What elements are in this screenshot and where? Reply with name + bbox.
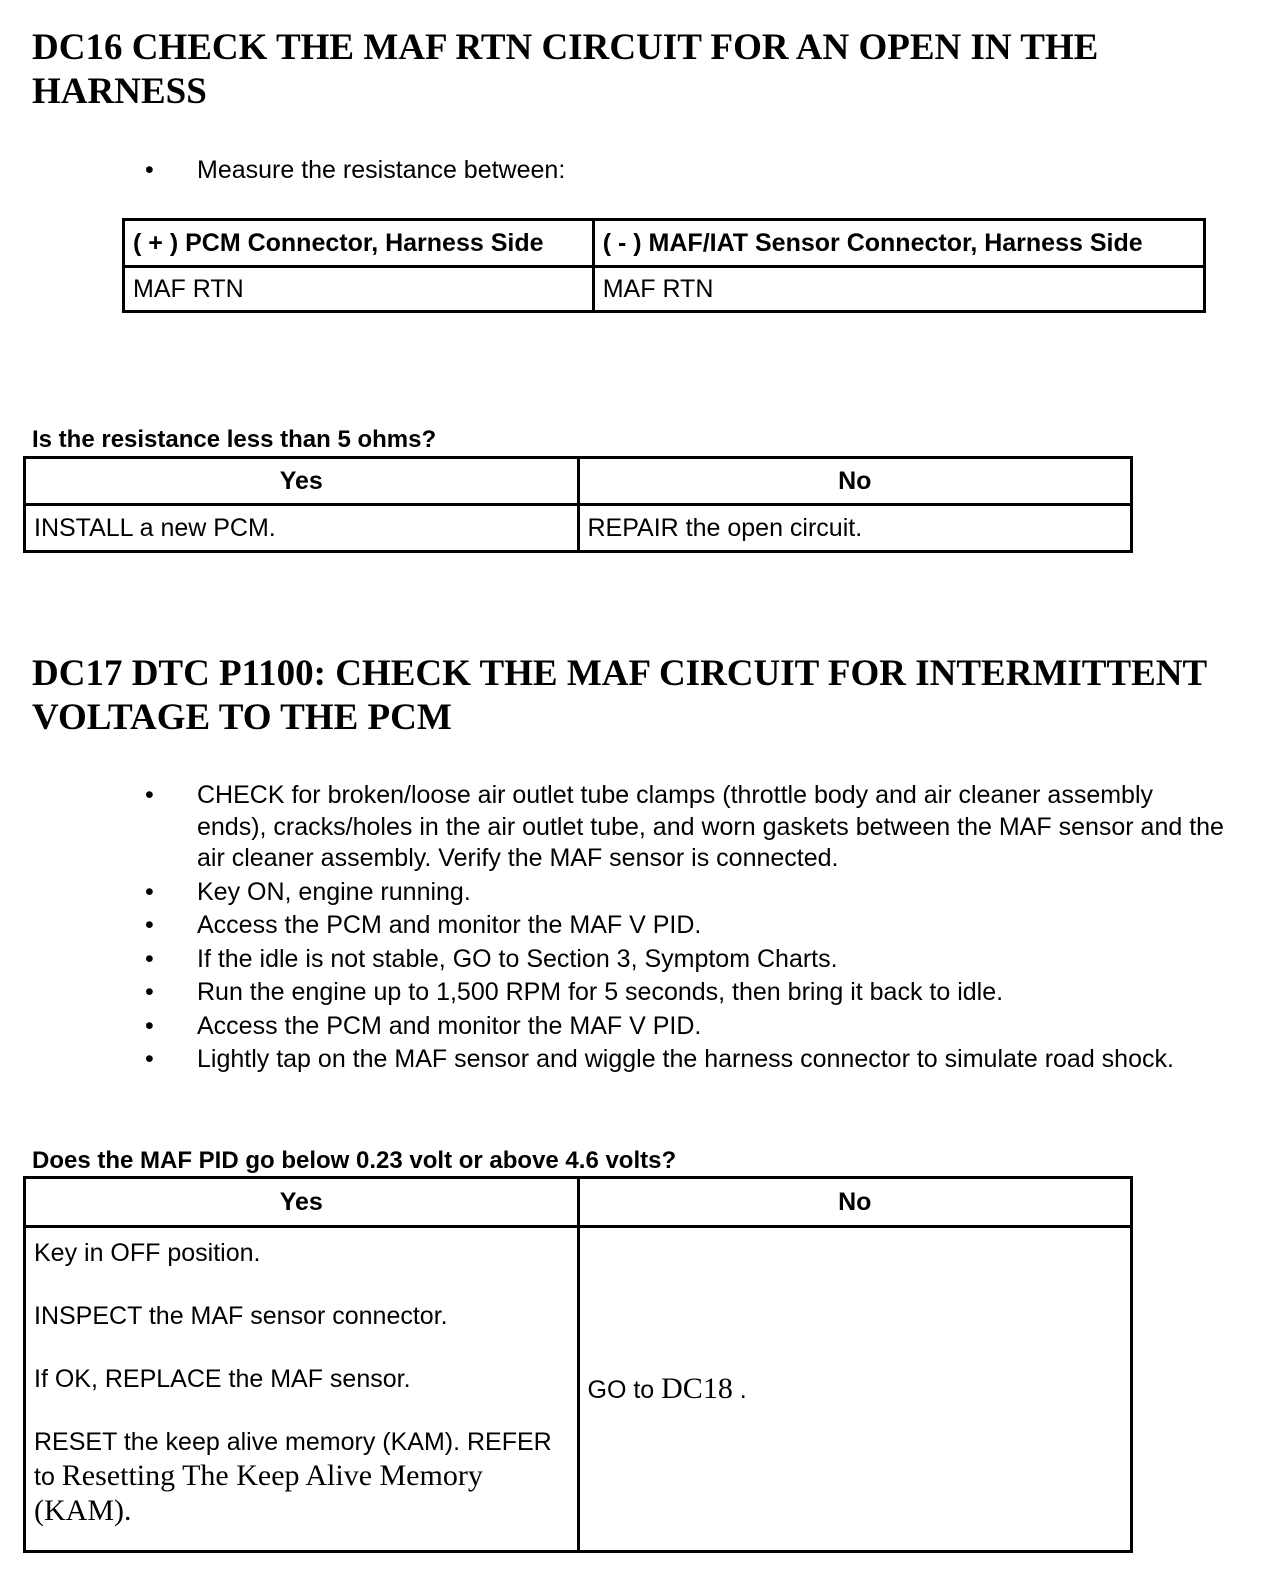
refer-text: RESET the keep alive memory (KAM). REFER to [34,1428,552,1491]
no-cell: REPAIR the open circuit. [578,505,1132,552]
yes-cell [25,1227,579,1552]
table-header-row [25,458,1132,505]
table-header-row [124,220,1205,267]
dc17-question: Does the MAF PID go below 0.23 volt or above 4.6 volts? [32,1147,677,1174]
no-header: No [578,458,1132,505]
yes-paragraph: INSPECT the MAF sensor connector. [34,1302,448,1330]
bullet-item: • Lightly tap on the MAF sensor and wiggle the harness connector to simulate road shock. [145,1044,1225,1076]
yes-paragraph: If OK, REPLACE the MAF sensor. [34,1365,411,1393]
bullet-item: • If the idle is not stable, GO to Section 3, Symptom Charts. [145,944,1225,976]
dc17-bullet-list [145,780,1225,1078]
dc16-heading: DC16 CHECK THE MAF RTN CIRCUIT FOR AN OPEN IN THE HARNESS [32,27,1099,112]
yes-header: Yes [25,458,579,505]
go-to-text: GO to [587,1376,662,1404]
table-cell: MAF RTN [124,267,594,312]
refer-period: . [124,1494,132,1527]
no-header: No [578,1178,1132,1227]
no-cell [578,1227,1132,1552]
yes-cell: INSTALL a new PCM. [25,505,579,552]
bullet-item: • Measure the resistance between: [145,153,1225,187]
yes-paragraph: Key in OFF position. [34,1239,261,1267]
dc18-link[interactable]: DC18 [661,1372,733,1405]
table-row [25,505,1132,552]
table-row [25,1227,1132,1552]
bullet-item: • Access the PCM and monitor the MAF V PID. [145,910,1225,942]
dc17-heading: DC17 DTC P1100: CHECK THE MAF CIRCUIT FOR INTERMITTENT VOLTAGE TO THE PCM [32,653,1207,738]
bullet-item: • Access the PCM and monitor the MAF V PID. [145,1011,1225,1043]
bullet-item: • CHECK for broken/loose air outlet tube clamps (throttle body and air cleaner assembly ends), cracks/holes in the air outlet tube, and worn gaskets between the MAF sensor and the air cleaner assembly. Verify the MAF sensor is connected. [145,780,1225,875]
connector-table [122,218,1206,313]
table-header-cell: ( - ) MAF/IAT Sensor Connector, Harness Side [593,220,1204,267]
go-to-period: . [732,1376,747,1404]
dc17-answer-table [23,1176,1133,1553]
bullet-item: • Key ON, engine running. [145,877,1225,909]
bullet-item: • Run the engine up to 1,500 RPM for 5 seconds, then bring it back to idle. [145,977,1225,1009]
dc16-bullet-list [145,153,1225,187]
table-cell: MAF RTN [593,267,1204,312]
table-header-row [25,1178,1132,1227]
kam-reset-link[interactable]: Resetting The Keep Alive Memory (KAM) [34,1459,483,1527]
yes-paragraph [34,1425,569,1529]
table-header-cell: ( + ) PCM Connector, Harness Side [124,220,594,267]
yes-header: Yes [25,1178,579,1227]
table-row [124,267,1205,312]
dc16-answer-table [23,456,1133,553]
dc16-question: Is the resistance less than 5 ohms? [32,426,437,453]
